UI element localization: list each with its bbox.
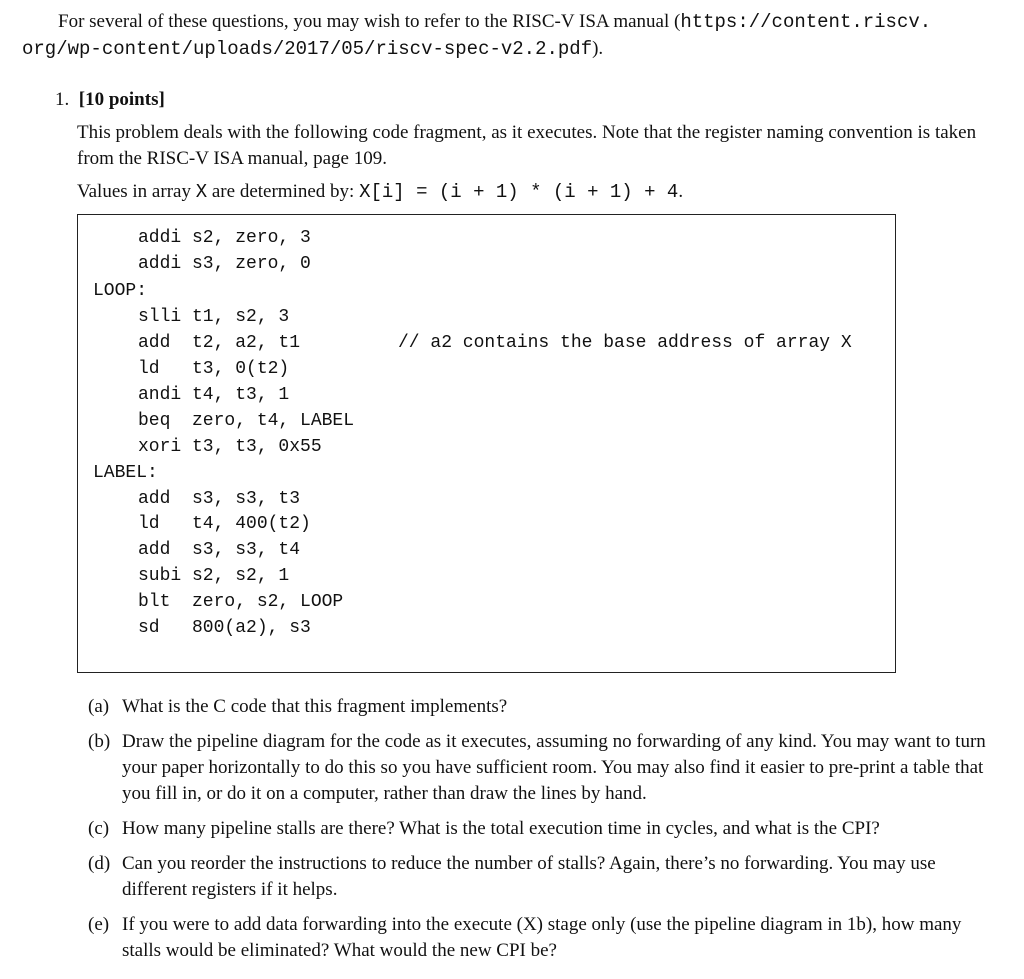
code-line: blt zero, s2, LOOP (138, 592, 344, 612)
code-line: add t2, a2, t1 (138, 333, 301, 353)
values-mid: are determined by: (207, 181, 360, 202)
code-label-loop: LOOP: (93, 281, 148, 301)
code-line: addi s2, zero, 3 (138, 228, 311, 248)
code-comment: // a2 contains the base address of array X (398, 333, 852, 353)
values-formula: X[i] = (i + 1) * (i + 1) + 4 (359, 181, 679, 203)
part-label: (b) (88, 731, 111, 752)
code-line: add s3, s3, t3 (138, 489, 301, 509)
part-text: Can you reorder the instructions to reduce the number of stalls? Again, there’s no forwarding. You may use different registers if it helps. (122, 853, 936, 900)
part-text: How many pipeline stalls are there? What is the total execution time in cycles, and what is the CPI? (122, 818, 880, 839)
manual-url-part-1[interactable]: https://content.riscv. (680, 11, 932, 33)
part-label: (d) (88, 853, 111, 874)
code-line: andi t4, t3, 1 (138, 385, 290, 405)
question-parts (88, 694, 988, 973)
code-line: add s3, s3, t4 (138, 540, 301, 560)
values-end: . (678, 181, 684, 202)
code-line: ld t4, 400(t2) (138, 514, 311, 534)
array-values-line (77, 181, 683, 203)
part-text: If you were to add data forwarding into the execute (X) stage only (use the pipeline diagram in 1b), how many stalls would be eliminated? What would the new CPI be? (122, 914, 962, 961)
question-points: [10 points] (78, 89, 165, 110)
code-line: addi s3, zero, 0 (138, 254, 311, 274)
part-text: What is the C code that this fragment implements? (122, 696, 508, 717)
code-line: ld t3, 0(t2) (138, 359, 290, 379)
manual-url-part-2[interactable]: org/wp-content/uploads/2017/05/riscv-spec-v2.2.pdf (22, 38, 593, 60)
intro-end: ). (592, 38, 604, 59)
question-number: 1. (55, 89, 70, 110)
code-line: subi s2, s2, 1 (138, 566, 290, 586)
part-e (88, 912, 988, 964)
code-fragment-box (77, 214, 896, 673)
part-c (88, 816, 988, 842)
part-text: Draw the pipeline diagram for the code as it executes, assuming no forwarding of any kind. You may want to turn your paper horizontally to do this so you have sufficient room. You may also find it easier to pre-print a table that you fill in, or do it on a computer, rather than draw the lines by hand. (122, 731, 986, 804)
part-b (88, 729, 988, 807)
question-heading (55, 89, 165, 111)
intro-text: For several of these questions, you may wish to refer to the RISC-V ISA manual ( (58, 11, 681, 32)
values-array-name: X (195, 181, 208, 203)
intro-line-1 (58, 11, 931, 33)
part-label: (a) (88, 696, 110, 717)
code-label-label: LABEL: (93, 463, 158, 483)
intro-line-2 (22, 38, 603, 60)
part-label: (e) (88, 914, 110, 935)
part-label: (c) (88, 818, 110, 839)
question-description: This problem deals with the following code fragment, as it executes. Note that the register naming convention is taken from the RISC-V ISA manual, page 109. (77, 122, 977, 169)
values-prefix: Values in array (77, 181, 196, 202)
code-line: sd 800(a2), s3 (138, 618, 311, 638)
part-d (88, 851, 988, 903)
code-line: beq zero, t4, LABEL (138, 411, 355, 431)
code-line: xori t3, t3, 0x55 (138, 437, 322, 457)
code-line: slli t1, s2, 3 (138, 307, 290, 327)
part-a (88, 694, 988, 720)
